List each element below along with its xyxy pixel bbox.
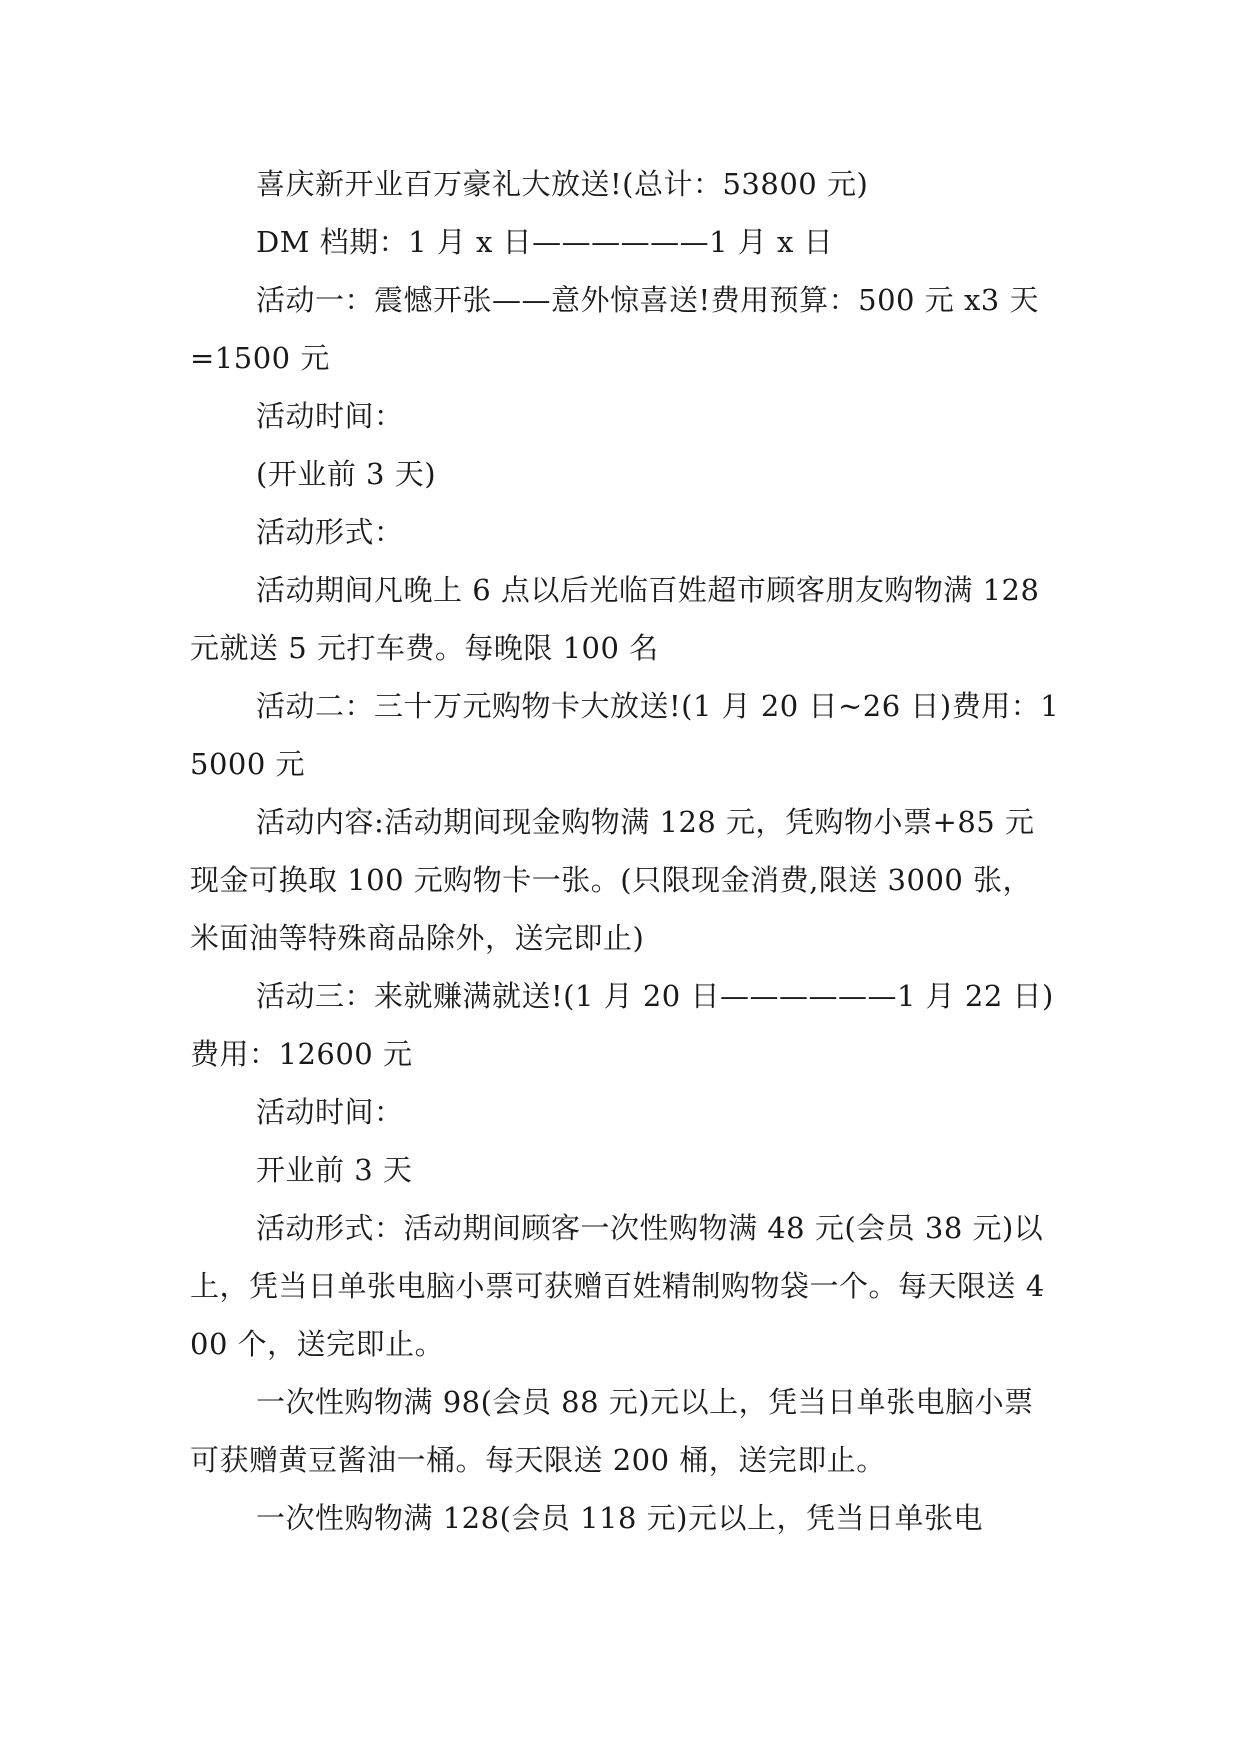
activity-time-value: 开业前 3 天 — [256, 1153, 413, 1187]
document-body — [190, 155, 1060, 1547]
activity-three-detail: 活动形式：活动期间顾客一次性购物满 48 元(会员 38 元)以上，凭当日单张电脑小票可获赠百姓精制购物袋一个。每天限送 400 个，送完即止。 — [190, 1211, 1045, 1361]
headline-paragraph: 喜庆新开业百万豪礼大放送!(总计：53800 元) — [256, 167, 869, 201]
activity-three-tier-two: 一次性购物满 98(会员 88 元)元以上，凭当日单张电脑小票可获赠黄豆酱油一桶。每天限送 200 桶，送完即止。 — [190, 1385, 1034, 1477]
activity-time-label: 活动时间： — [256, 1095, 404, 1129]
activity-form-label: 活动形式： — [256, 515, 404, 549]
activity-time-value: (开业前 3 天) — [256, 457, 437, 491]
activity-one-title: 活动一：震憾开张——意外惊喜送!费用预算：500 元 x3 天=1500 元 — [190, 283, 1039, 375]
activity-two-detail: 活动内容:活动期间现金购物满 128 元，凭购物小票+85 元现金可换取 100 元购物卡一张。(只限现金消费,限送 3000 张，米面油等特殊商品除外，送完即止) — [190, 805, 1035, 955]
activity-three-title: 活动三：来就赚满就送!(1 月 20 日——————1 月 22 日)费用：12600 元 — [190, 979, 1054, 1071]
activity-time-label: 活动时间： — [256, 399, 404, 433]
activity-one-detail: 活动期间凡晚上 6 点以后光临百姓超市顾客朋友购物满 128 元就送 5 元打车费。每晚限 100 名 — [190, 573, 1040, 665]
dm-schedule-paragraph: DM 档期：1 月 x 日——————1 月 x 日 — [256, 225, 834, 259]
activity-two-title: 活动二：三十万元购物卡大放送!(1 月 20 日~26 日)费用：15000 元 — [190, 689, 1060, 781]
activity-three-tier-three: 一次性购物满 128(会员 118 元)元以上，凭当日单张电 — [256, 1501, 983, 1535]
